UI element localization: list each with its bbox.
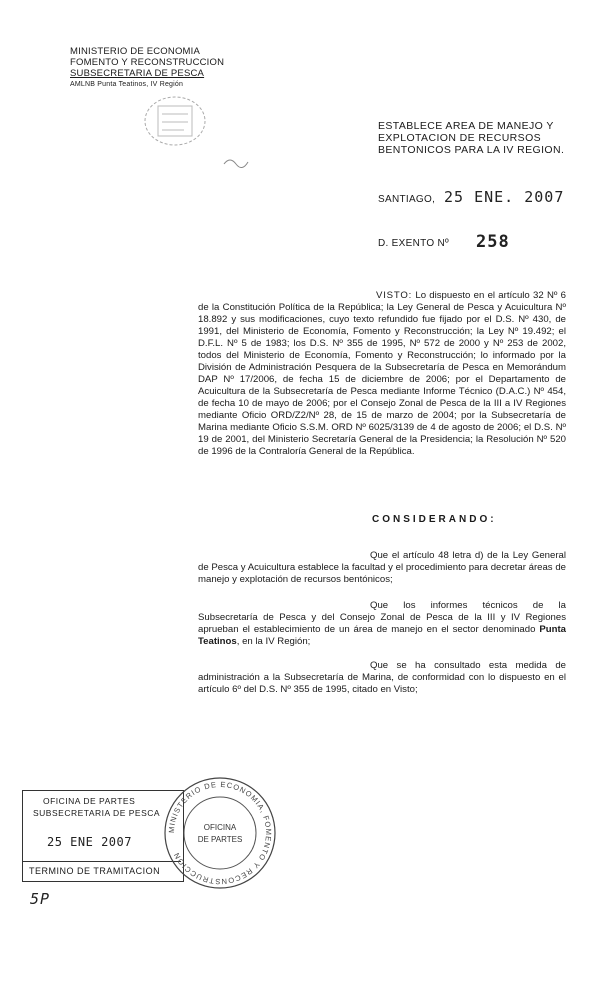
visto-text: Lo dispuesto en el artículo 32 Nº 6 de la Constitución Política de la República; la Ley General de Pesca y Acuicultura Nº 18.892 y sus modificaciones, cuyo texto refundido fue fijado por el D.S. Nº 430, de 1991, del Ministerio de Economía, Fomento y Reconstrucción; la Ley Nº 19.492; el D.F.L. Nº 5 de 1983; los D.S. Nº 355 de 1995, Nº 572 de 2000 y Nº 253 de 2002, todos del Ministerio de Economía, Fomento y Reconstrucción; lo informado por la División de Administración Pesquera de la Subsecretaría de Pesca en Memorándum DAP Nº 17/2006, de fecha 15 de diciembre de 2006; por el Departamento de Acuicultura de la Subsecretaría de Pesca mediante Informe Técnico (D.A.C.) Nº 454, de fecha 10 de mayo de 2006; por el Consejo Zonal de Pesca de la III a IV Regiones mediante Oficio ORD/Z2/Nº 28, de 15 de marzo de 2004; por la Subsecretaría de Marina mediante Oficio S.S.M. ORD Nº 6025/3139 de 4 de agosto de 2006; el D.S. Nº 19 de 2001, del Ministerio Secretaría General de la Presidencia; la Resolución Nº 520 de 1996 de la Contraloría General de la República.: [198, 290, 567, 457]
scribble-mark-icon: [222, 152, 252, 172]
subject-line-1: ESTABLECE AREA DE MANEJO Y: [378, 120, 554, 132]
faint-seal-icon: [140, 92, 210, 150]
svg-text:MINISTERIO DE ECONOMIA, FOMENT: [167, 780, 273, 886]
subsecretaria-name: SUBSECRETARIA DE PESCA: [70, 68, 205, 79]
stamp-line-1: OFICINA DE PARTES: [43, 796, 136, 806]
date-stamp: 25 ENE. 2007: [444, 188, 565, 206]
ministry-header: [70, 46, 224, 90]
considerando-heading: CONSIDERANDO:: [372, 514, 497, 525]
considerando-paragraph-1: Que el artículo 48 letra d) de la Ley General de Pesca y Acuicultura establece la facultad y el procedimiento para decretar áreas de manejo y explotación de recursos bentónicos;: [198, 550, 566, 585]
considerando-paragraph-2: [198, 600, 566, 648]
stamp-line-2: SUBSECRETARIA DE PESCA: [33, 808, 161, 818]
stamp-footer: TERMINO DE TRAMITACION: [29, 866, 161, 876]
p2-text-before: Que los informes técnicos de la Subsecretaría de Pesca y del Consejo Zonal de Pesca de la III y IV Regiones aprueban el establecimiento de un área de manejo en el sector denominado: [198, 600, 566, 635]
considerando-paragraph-3: Que se ha consultado esta medida de administración a la Subsecretaría de Marina, de conformidad con lo dispuesto en el artículo 6º del D.S. Nº 355 de 1995, citado en Visto;: [198, 660, 566, 695]
decree-subject: [378, 120, 574, 156]
stamp-date: 25 ENE 2007: [47, 835, 132, 849]
seal-center-line-2: DE PARTES: [197, 835, 243, 844]
ministry-subname: FOMENTO Y RECONSTRUCCION: [70, 57, 225, 68]
handwritten-note: 5P: [30, 890, 51, 908]
seal-ring-text: MINISTERIO DE ECONOMIA, FOMENTO Y RECONSTRUCCION: [166, 779, 274, 887]
seal-center-line-1: OFICINA: [203, 823, 237, 832]
decree-label: D. EXENTO Nº: [378, 238, 449, 249]
decree-number: 258: [476, 232, 510, 252]
stamp-divider: [23, 861, 181, 862]
reference-code: AMLNB Punta Teatinos, IV Región: [70, 81, 184, 88]
subject-line-3: BENTONICOS PARA LA IV REGION.: [378, 144, 565, 156]
subject-line-2: EXPLOTACION DE RECURSOS: [378, 132, 542, 144]
ministry-name: MINISTERIO DE ECONOMIA: [70, 46, 201, 57]
visto-paragraph: [198, 290, 566, 458]
p2-sector-name: Punta Teatinos: [198, 624, 566, 647]
p2-text-after: , en la IV Región;: [236, 636, 311, 647]
date-label: SANTIAGO,: [378, 194, 436, 205]
oficina-partes-round-seal-icon: [160, 774, 280, 892]
visto-lead: VISTO:: [376, 290, 413, 301]
